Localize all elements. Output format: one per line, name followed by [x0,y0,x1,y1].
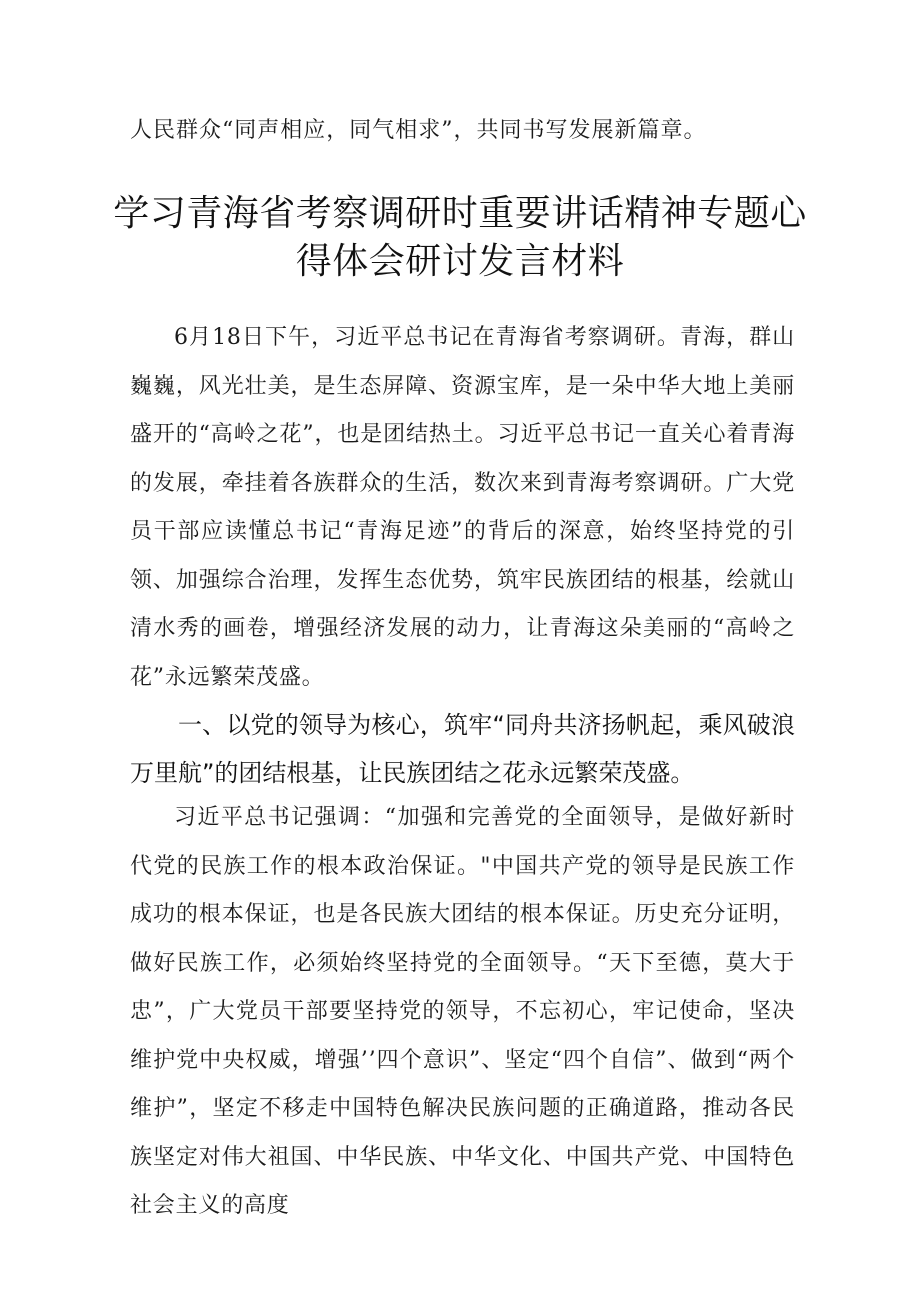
document-title-line-1: 学习青海省考察调研时重要讲话精神专题心 [113,193,807,234]
body-paragraph-1: 6月18日下午，习近平总书记在青海省考察调研。青海，群山巍巍，风光壮美，是生态屏障、资源宝库，是一朵中华大地上美丽盛开的“高岭之花”，也是团结热土。习近平总书记一直关心着青海的发展，牵挂着各族群众的生活，数次来到青海考察调研。广大党员干部应读懂总书记“青海足迹”的背后的深意，始终坚持党的引领、加强综合治理，发挥生态优势，筑牢民族团结的根基，绘就山清水秀的画卷，增强经济发展的动力，让青海这朵美丽的“高岭之花”永远繁荣茂盛。 [130,325,795,690]
document-title-line-2: 得体会研讨发言材料 [295,241,625,282]
section-heading-1: 一、以党的领导为核心，筑牢“同舟共济扬帆起，乘风破浪万里航”的团结根基，让民族团结之花永远繁荣茂盛。 [130,711,795,787]
continuation-line: 人民群众“同声相应，同气相求”，共同书写发展新篇章。 [130,118,707,143]
body-paragraph-2: 习近平总书记强调：“加强和完善党的全面领导，是做好新时代党的民族工作的根本政治保证。"中国共产党的领导是民族工作成功的根本保证，也是各民族大团结的根本保证。历史充分证明，做好民族工作，必须始终坚持党的全面领导。“天下至德，莫大于忠”，广大党员干部要坚持党的领导，不忘初心，牢记使命，坚决维护党中央权威，增强’’四个意识”、坚定“四个自信”、做到“两个维护”，坚定不移走中国特色解决民族问题的正确道路，推动各民族坚定对伟大祖国、中华民族、中华文化、中国共产党、中国特色社会主义的高度 [130,805,795,1218]
